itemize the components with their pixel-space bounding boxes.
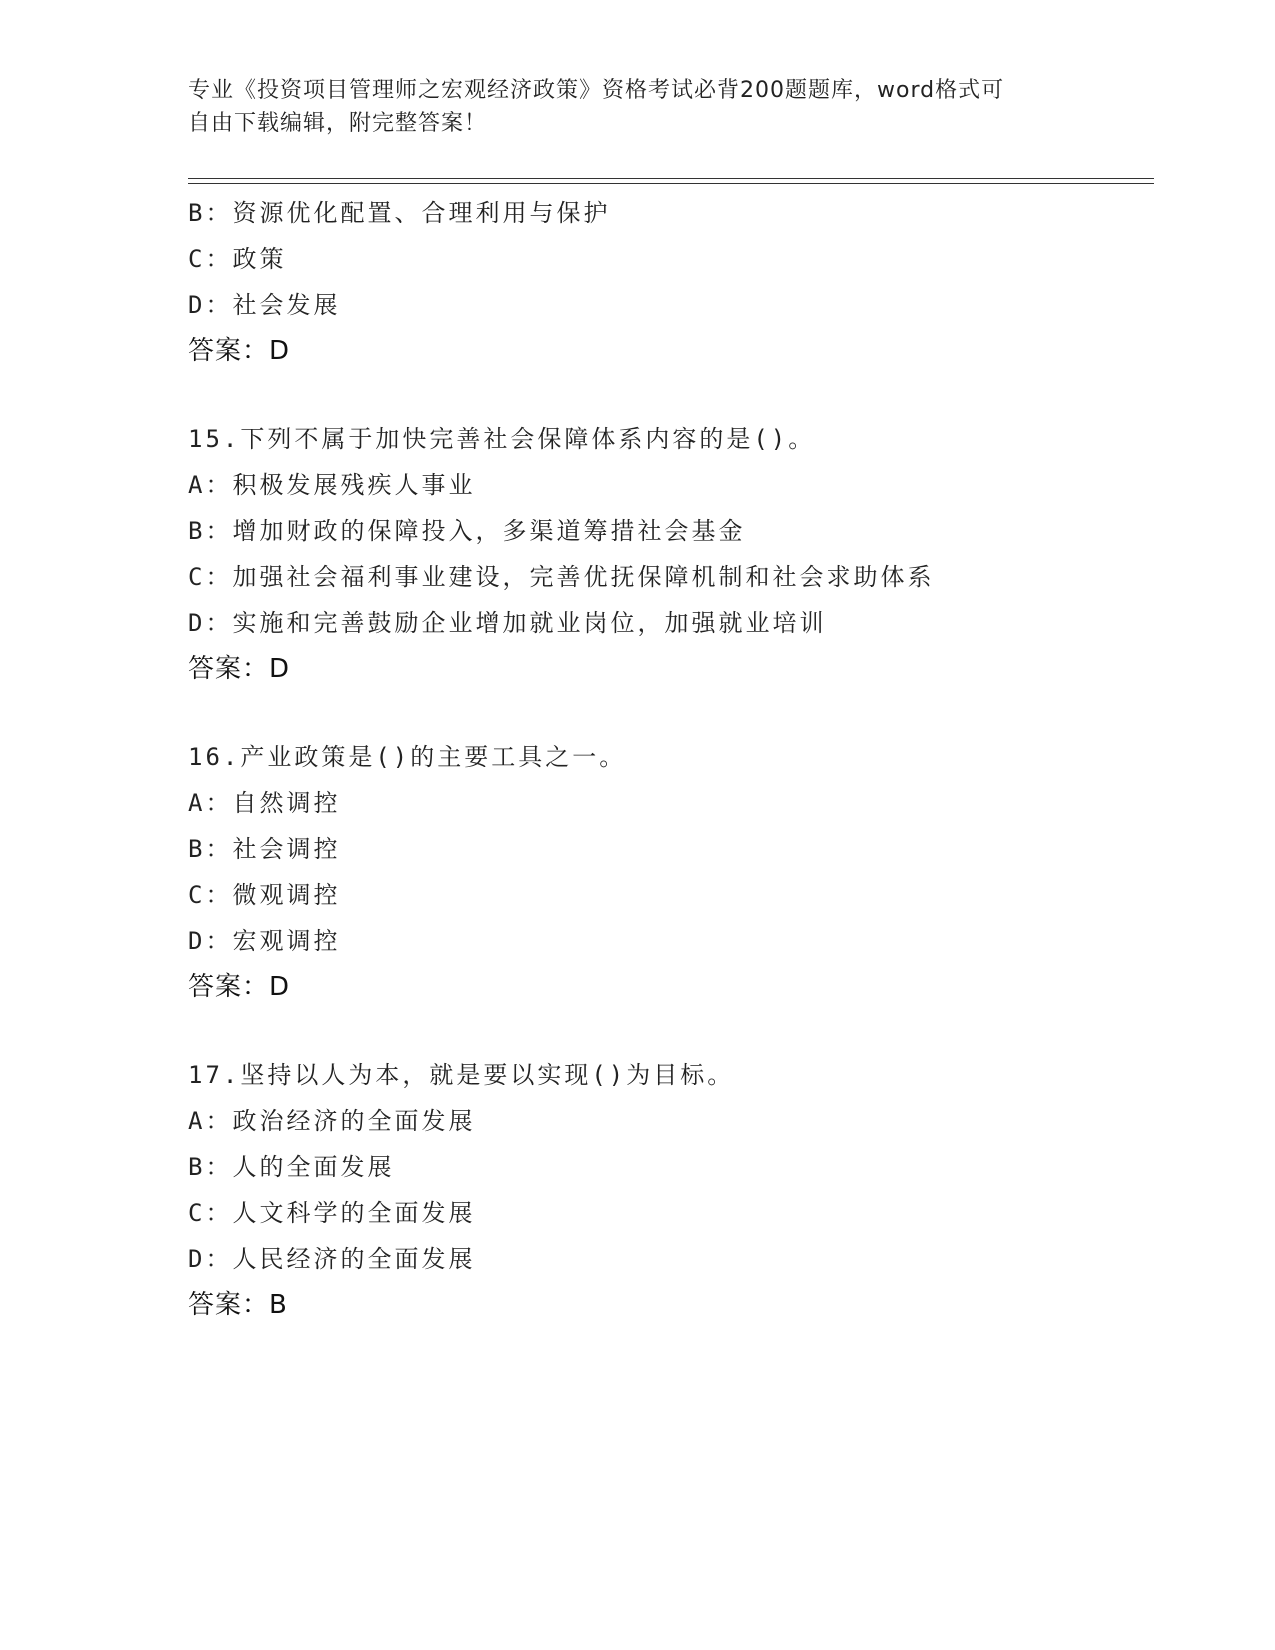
question-list (188, 190, 1154, 1328)
answer-line: 答案：D (188, 336, 291, 366)
option-d: D：人民经济的全面发展 (188, 1245, 476, 1273)
option-a: A：自然调控 (188, 789, 341, 817)
option-a: A：积极发展残疾人事业 (188, 471, 476, 499)
header-line-2: 自由下载编辑，附完整答案！ (188, 111, 488, 136)
question-block-continued (188, 190, 1154, 374)
option-c: C：人文科学的全面发展 (188, 1199, 476, 1227)
option-b: B：资源优化配置、合理利用与保护 (188, 199, 611, 227)
question-block-16 (188, 734, 1154, 1010)
option-c: C：微观调控 (188, 881, 341, 909)
answer-line: 答案：D (188, 972, 291, 1002)
answer-line: 答案：B (188, 1290, 288, 1320)
question-block-15 (188, 416, 1154, 692)
option-a: A：政治经济的全面发展 (188, 1107, 476, 1135)
document-header (188, 74, 1088, 140)
option-d: D：社会发展 (188, 291, 341, 319)
header-divider (188, 178, 1154, 184)
question-block-17 (188, 1052, 1154, 1328)
option-d: D：宏观调控 (188, 927, 341, 955)
option-b: B：社会调控 (188, 835, 341, 863)
option-c: C：政策 (188, 245, 287, 273)
option-b: B：人的全面发展 (188, 1153, 395, 1181)
header-line-1: 专业《投资项目管理师之宏观经济政策》资格考试必背200题题库，word格式可 (188, 78, 1005, 103)
question-stem: 17.坚持以人为本，就是要以实现()为目标。 (188, 1061, 735, 1089)
option-b: B：增加财政的保障投入，多渠道筹措社会基金 (188, 517, 746, 545)
question-stem: 15.下列不属于加快完善社会保障体系内容的是()。 (188, 425, 816, 453)
spacer (188, 374, 1154, 416)
question-stem: 16.产业政策是()的主要工具之一。 (188, 743, 627, 771)
answer-line: 答案：D (188, 654, 291, 684)
spacer (188, 692, 1154, 734)
spacer (188, 1010, 1154, 1052)
option-d: D：实施和完善鼓励企业增加就业岗位，加强就业培训 (188, 609, 827, 637)
option-c: C：加强社会福利事业建设，完善优抚保障机制和社会求助体系 (188, 563, 935, 591)
